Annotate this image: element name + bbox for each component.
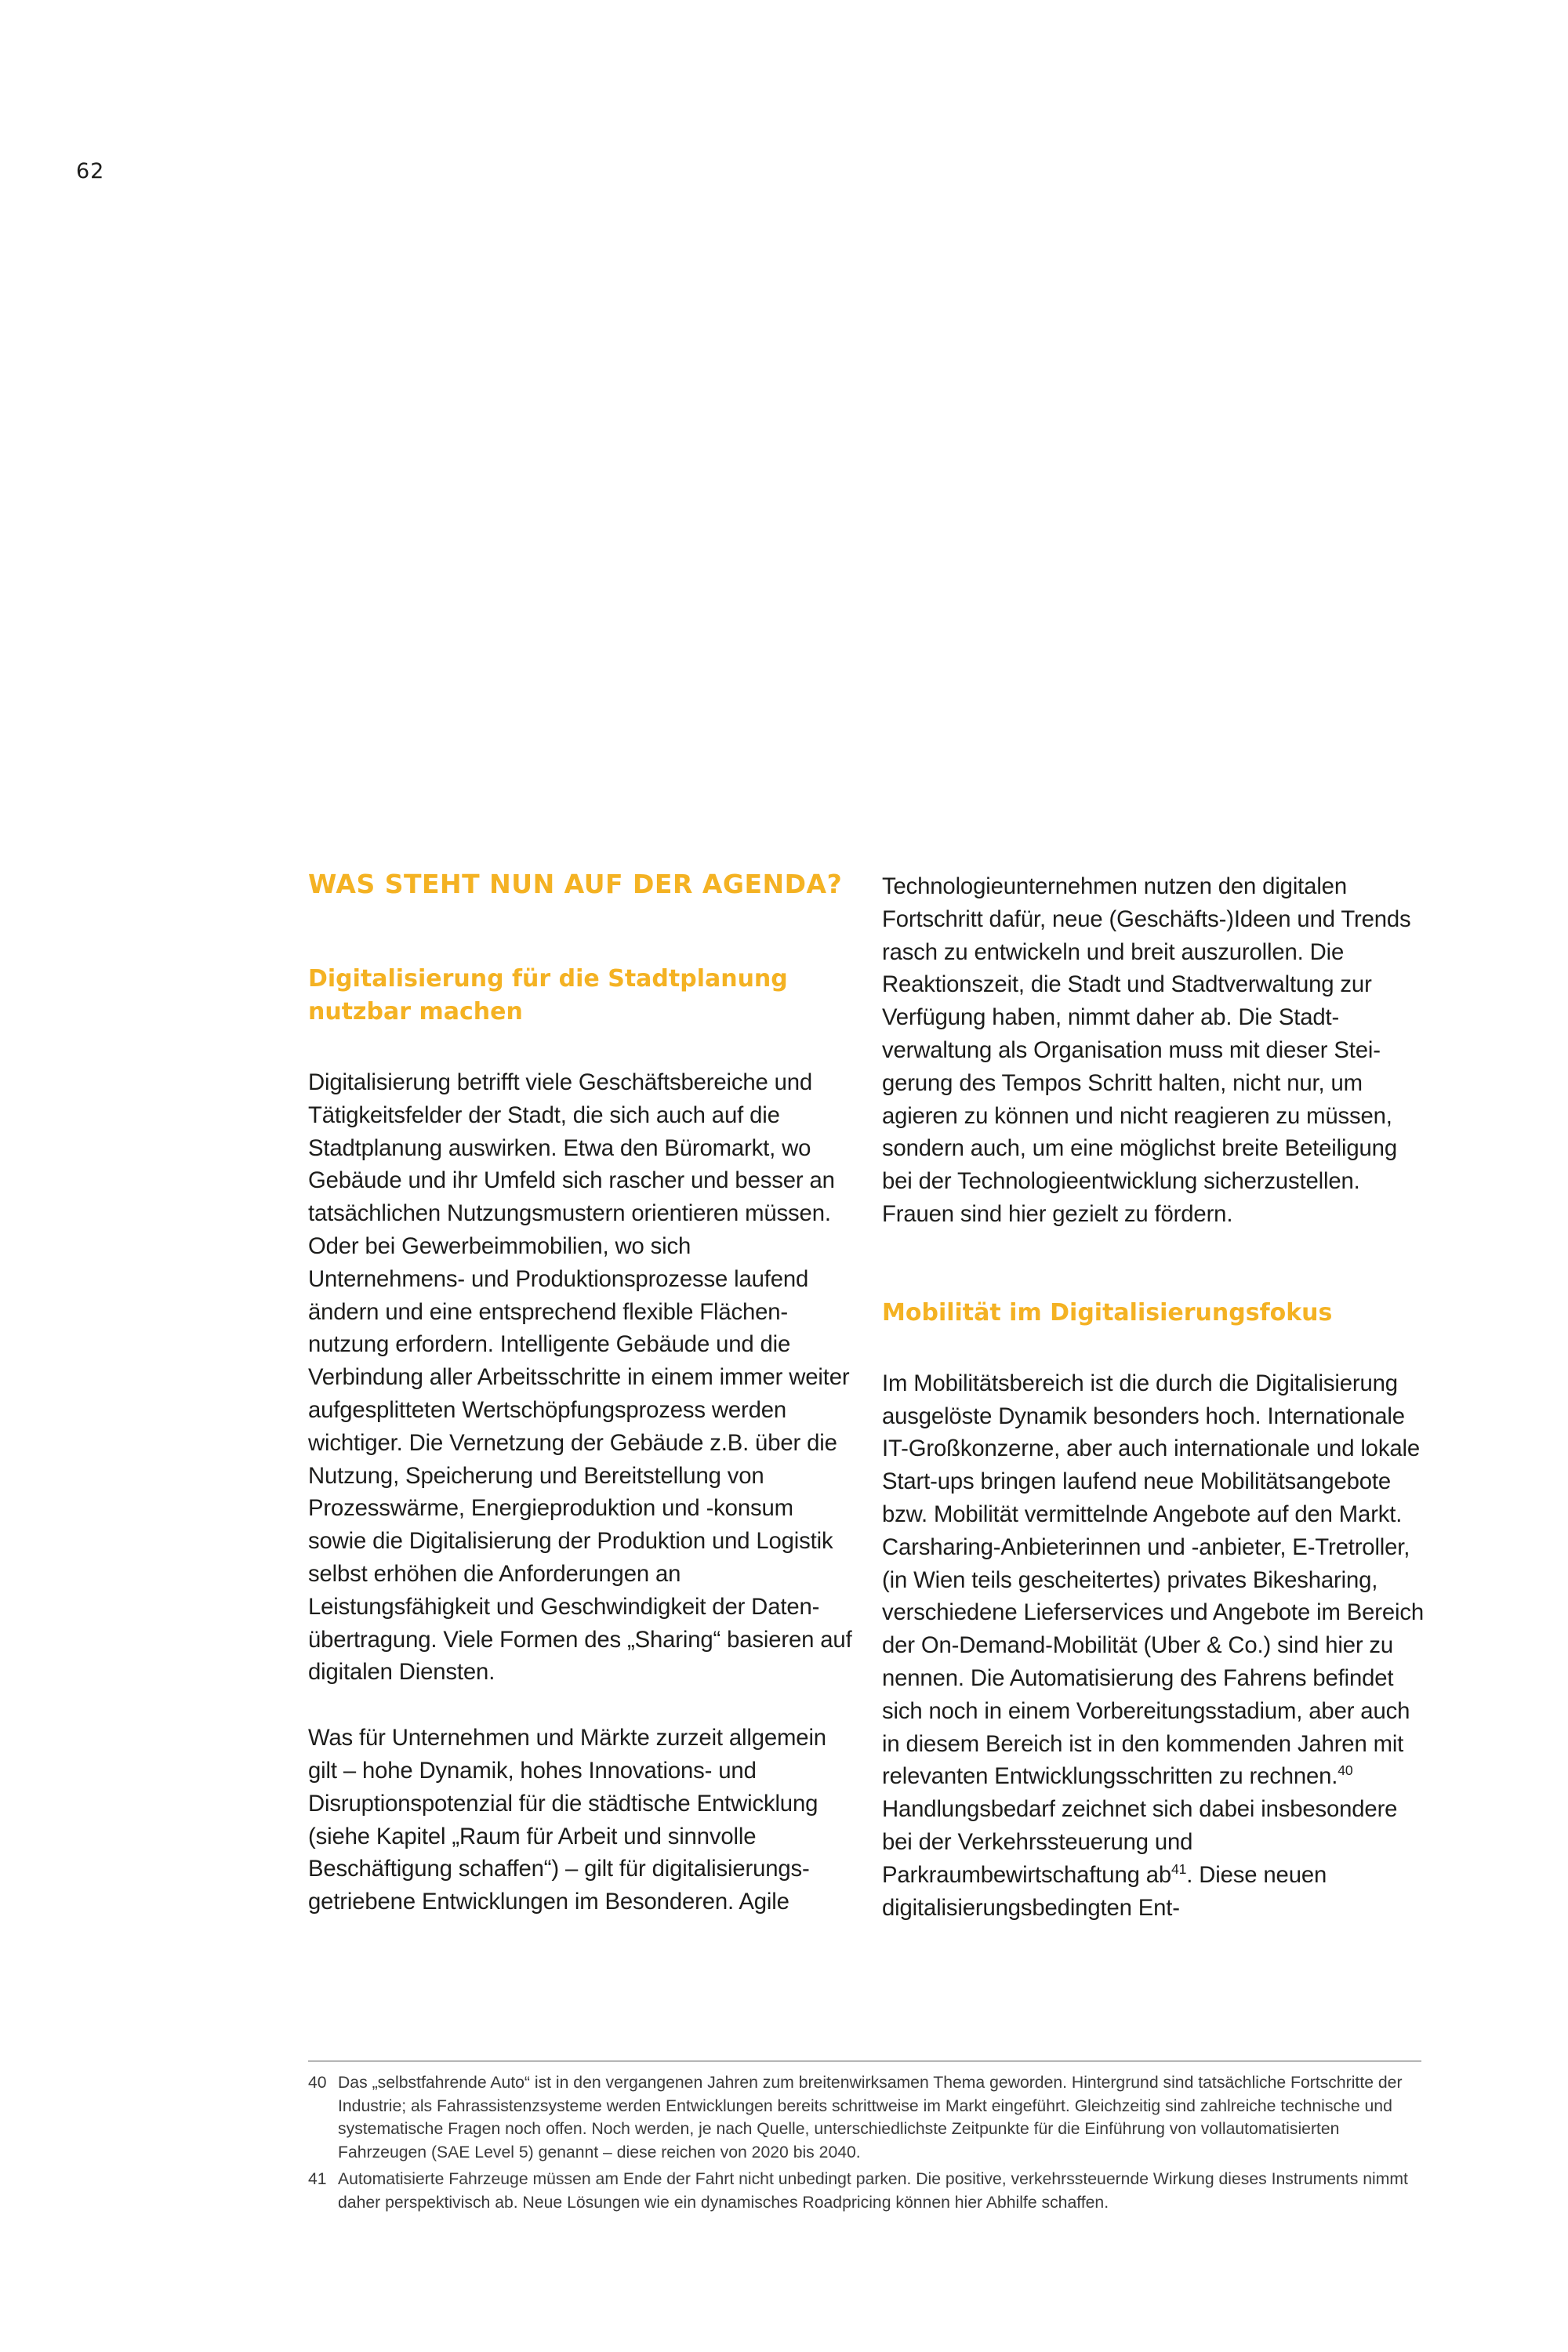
paragraph-text: Im Mobilitätsbereich ist die durch die Digitalisierung ausgelöste Dynamik besonders hoch. Internationale IT-Großkonzerne, aber auch internationale und lokale Start-ups bringen laufend neue Mobilitätsangebote bzw. Mobilität vermittelnde Angebote auf den Markt. Carsharing-Anbieterinnen und -anbieter, E-Tretroller, (in Wien teils gescheitertes) privates Bikesharing, verschiedene Lieferservices und Angebote im Bereich der On-Demand-Mobilität (Uber & Co.) sind hier zu nennen. Die Automatisierung des Fahrens befindet sich noch in einem Vorbereitungsstadium, aber auch in diesem Bereich ist in den kommenden Jahren mit relevanten Entwicklungsschritten zu rechnen. [882, 1370, 1424, 1790]
subsection-title-mobilitaet: Mobilität im Digitalisierungsfokus [882, 1298, 1333, 1327]
paragraph: Was für Unternehmen und Märkte zurzeit allgemein gilt – hohe Dynamik, hohes Innovations- und Disruptionspotenzial für die städtische Entwicklung (siehe Kapitel „Raum für Arbeit und sinnvolle Beschäftigung schaffen“) – gilt für digitalisierungsgetriebene Entwicklungen im Besonderen. Agile [308, 1725, 826, 1915]
footnote-41 [308, 2168, 1421, 2214]
footnote-number: 41 [308, 2169, 327, 2188]
section-title: WAS STEHT NUN AUF DER AGENDA? [308, 869, 843, 899]
footnote-text: Automatisierte Fahrzeuge müssen am Ende der Fahrt nicht unbedingt parken. Die positive, verkehrssteuernde Wirkung dieses Instruments nimmt daher perspektivisch ab. Neue Lösungen wie ein dynamisches Roadpricing können hier Abhilfe schaffen. [338, 2169, 1408, 2212]
paragraph [882, 1367, 1427, 1925]
footnote-reference-40[interactable]: 40 [1338, 1762, 1353, 1779]
paragraph-text: Handlungsbedarf zeichnet sich dabei insbesondere bei der Verkehrssteuerung und Parkraumbewirtschaftung ab [882, 1796, 1398, 1888]
page-number: 62 [76, 159, 105, 183]
footnote-reference-41[interactable]: 41 [1171, 1860, 1187, 1877]
footnotes [308, 2060, 1421, 2217]
footnote-40 [308, 2071, 1421, 2165]
left-column [308, 867, 853, 1918]
paragraph: Digitalisierung betrifft viele Geschäftsbereiche und Tätigkeitsfelder der Stadt, die sich auch auf die Stadtplanung auswirken. Etwa den Büromarkt, wo Gebäude und ihr Umfeld sich rascher und besser an tatsächlichen Nutzungsmustern orientieren müssen. Oder bei Gewerbeimmobilien, wo sich Unternehmens- und Produktionsprozesse laufend ändern und eine entsprechend flexible Flächennutzung erfordern. Intelligente Gebäude und die Verbindung aller Arbeitsschritte in einem immer weiter aufgesplitteten Wertschöpfungsprozess werden wichtiger. Die Vernetzung der Gebäude z.B. über die Nutzung, Speicherung und Bereitstellung von Prozesswärme, Energieproduktion und -konsum sowie die Digitalisierung der Produktion und Logistik selbst erhöhen die Anforderungen an Leistungsfähigkeit und Geschwindigkeit der Datenübertragung. Viele Formen des „Sharing“ basieren auf digitalen Diensten. [308, 1069, 852, 1686]
paragraph: Technologieunternehmen nutzen den digitalen Fortschritt dafür, neue (Geschäfts-)Ideen und Trends rasch zu entwickeln und breit auszurollen. Die Reaktionszeit, die Stadt und Stadtverwaltung zur Verfügung haben, nimmt daher ab. Die Stadtverwaltung als Organisation muss mit dieser Steigerung des Tempos Schritt halten, nicht nur, um agieren zu können und nicht reagieren zu müssen, sondern auch, um eine möglichst breite Beteiligung bei der Technologieentwicklung sicherzustellen. Frauen sind hier gezielt zu fördern. [882, 873, 1411, 1227]
paragraph-text: . Diese neuen digitalisierungsbedingten Ent- [882, 1861, 1327, 1921]
right-column [882, 867, 1427, 1924]
footnote-number: 40 [308, 2074, 327, 2092]
footnote-text: Das „selbstfahrende Auto“ ist in den vergangenen Jahren zum breitenwirksamen Thema geworden. Hintergrund sind tatsächliche Fortschritte der Industrie; als Fahrassistenzsysteme werden Entwicklungen bereits schrittweise im Markt eingeführt. Gleichzeitig sind zahlreiche technische und systematische Fragen noch offen. Noch werden, je nach Quelle, unterschiedlichste Zeitpunkte für die Einführung von vollautomatisierten Fahrzeugen (SAE Level 5) genannt – diese reichen von 2020 bis 2040. [338, 2074, 1403, 2162]
subsection-title-digitalisierung: Digitalisierung für die Stadtplanung nutzbar machen [308, 965, 788, 1025]
